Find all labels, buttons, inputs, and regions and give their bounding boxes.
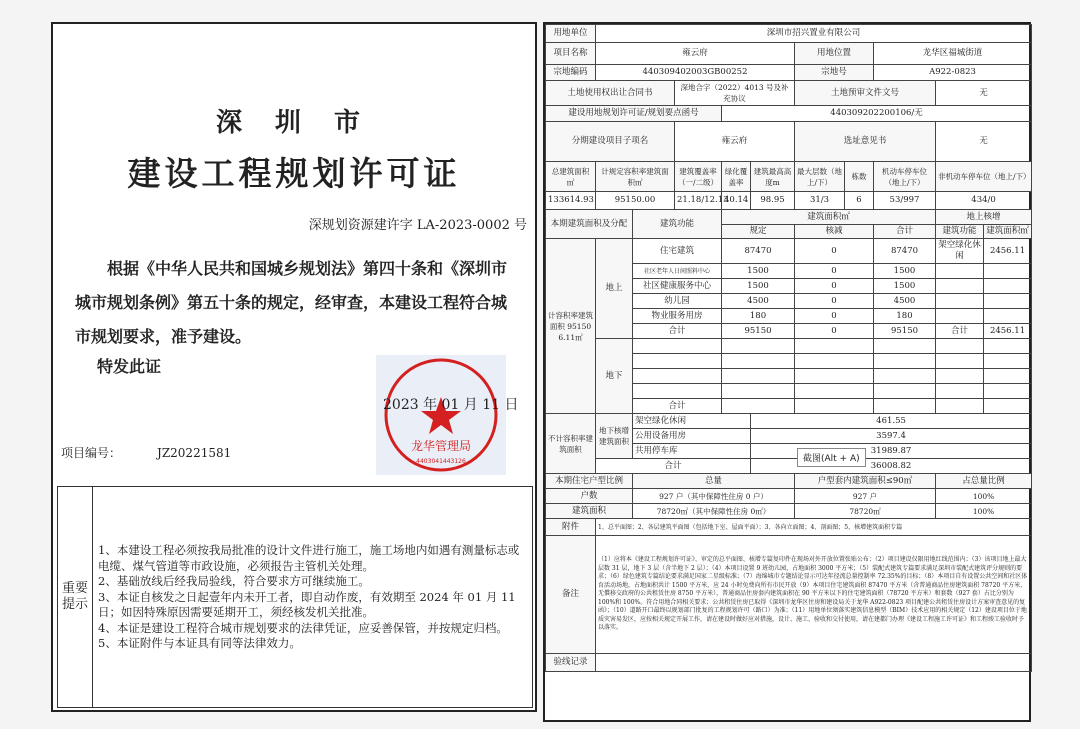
function-header: 建筑功能 xyxy=(633,210,722,239)
core-area-cell: 2456.11 xyxy=(984,324,1032,339)
total-cell: 1500 xyxy=(874,264,936,279)
sub-project-value: 雍云府 xyxy=(675,122,795,162)
notes-label: 重要提示 xyxy=(58,487,93,707)
land-contract-value: 深地合字（2022）4013 号及补充协议 xyxy=(675,81,795,106)
core-area-cell xyxy=(984,264,1032,279)
sub-head-area: 建筑面积㎡ xyxy=(984,225,1032,239)
indicator-value: 95150.00 xyxy=(596,192,675,210)
total-cell: 1500 xyxy=(874,279,936,294)
parcel-code-value: 440309402003GB00252 xyxy=(596,65,795,81)
certificate-number: 深规划资源建许字 LA-2023-0002 号 xyxy=(308,218,527,233)
attachment-text: 1、总平面图；2、各层建筑平面图（包括地下室、屋面平面）；3、各向立面图；4、剖面图；5、核增建筑面积专篇 xyxy=(596,519,1032,536)
note-item: 1、本建设工程必须按我局批准的设计文件进行施工，施工场地内如遇有测量标志或电缆、煤气管道等市政设施，必须报告主管机关处理。 xyxy=(98,543,520,573)
function-cell: 物业服务用房 xyxy=(633,309,722,324)
areas-label: 建筑面积 xyxy=(546,504,633,519)
indicator-value: 133614.93 xyxy=(546,192,596,210)
permit-detail-table-panel xyxy=(543,22,1031,722)
indicator-header: 机动车停车位（地上/下） xyxy=(874,162,936,192)
body-line-3: 市规划要求，准予建设。 xyxy=(75,327,252,346)
indicator-header: 最大层数（地上/下） xyxy=(795,162,845,192)
non-far-sub-label: 地下核增建筑面积 xyxy=(596,414,633,459)
function-cell: 幼儿园 xyxy=(633,294,722,309)
indicator-header: 栋数 xyxy=(845,162,874,192)
land-location-label: 用地位置 xyxy=(795,43,874,65)
planned-cell: 95150 xyxy=(722,324,795,339)
note-item: 5、本证附件与本证具有同等法律效力。 xyxy=(98,636,301,650)
stamp-sub-text: 龙华管理局 xyxy=(410,439,472,453)
inspection-record-label: 验线记录 xyxy=(546,654,596,672)
project-name-label: 项目名称 xyxy=(546,43,596,65)
housing-total-header: 总量 xyxy=(633,474,795,489)
indicator-header: 总建筑面积 ㎡ xyxy=(546,162,596,192)
core-area-cell xyxy=(984,294,1032,309)
note-item: 3、本证自核发之日起壹年内未开工者，即自动作废，有效期至 2024 年 01 月 11 日；如因特殊原因需要延期开工，须经核发机关批准。 xyxy=(98,589,516,619)
deducted-cell: 0 xyxy=(795,239,874,264)
planned-cell: 180 xyxy=(722,309,795,324)
housing-ratio-label: 本期住宅户型比例 xyxy=(546,474,633,489)
non-far-function: 公用设备用房 xyxy=(633,429,751,444)
site-opinion-label: 选址意见书 xyxy=(795,122,936,162)
deducted-cell: 0 xyxy=(795,309,874,324)
indicator-header: 计规定容积率建筑面积㎡ xyxy=(596,162,675,192)
note-item: 2、基础放线后经我局验线，符合要求方可继续施工。 xyxy=(98,574,370,588)
city-name: 深 圳 市 xyxy=(215,108,373,138)
remark-label: 备注 xyxy=(546,536,596,654)
indicator-header: 绿化覆盖率 xyxy=(722,162,751,192)
core-increase-header: 地上核增 xyxy=(936,210,1032,225)
core-function-cell: 架空绿化休闲 xyxy=(936,239,984,264)
inspection-record-value xyxy=(596,654,1032,672)
indicator-value: 98.95 xyxy=(751,192,795,210)
non-far-function: 架空绿化休闲 xyxy=(633,414,751,429)
core-function-cell xyxy=(936,264,984,279)
above-ground-label: 地上 xyxy=(596,239,633,339)
permit-cover-panel xyxy=(51,22,537,712)
sub-head-total: 合计 xyxy=(874,225,936,239)
function-cell: 合计 xyxy=(633,324,722,339)
core-area-cell xyxy=(984,279,1032,294)
planned-cell: 4500 xyxy=(722,294,795,309)
sub-head-deducted: 核减 xyxy=(795,225,874,239)
important-notes-box xyxy=(57,486,533,708)
deducted-cell: 0 xyxy=(795,294,874,309)
total-cell: 95150 xyxy=(874,324,936,339)
body-line-1: 根据《中华人民共和国城乡规划法》第四十条和《深圳市 xyxy=(107,259,508,278)
land-location-value: 龙华区福城街道 xyxy=(874,43,1032,65)
housing-ratio-header: 占总量比例 xyxy=(936,474,1032,489)
non-far-total-value: 36008.82 xyxy=(751,459,1032,474)
below-ground-label: 地下 xyxy=(596,339,633,414)
issue-date: 2023 年 01 月 11 日 xyxy=(383,397,519,413)
core-function-cell xyxy=(936,279,984,294)
indicator-header: 非机动车停车位（地上/下） xyxy=(936,162,1032,192)
project-name-value: 雍云府 xyxy=(596,43,795,65)
deducted-cell: 0 xyxy=(795,324,874,339)
far-area-label: 计容积率建筑面积 95150 6.11㎡ xyxy=(546,239,596,414)
official-seal-stamp xyxy=(376,355,506,475)
indicator-value: 6 xyxy=(845,192,874,210)
units-label: 户数 xyxy=(546,489,633,504)
sub-head-function: 建筑功能 xyxy=(936,225,984,239)
pre-review-value: 无 xyxy=(936,81,1032,106)
parcel-code-label: 宗地编码 xyxy=(546,65,596,81)
parcel-no-label: 宗地号 xyxy=(795,65,874,81)
core-area-cell xyxy=(984,309,1032,324)
function-cell: 社区老年人日间照料中心 xyxy=(633,264,722,279)
site-opinion-value: 无 xyxy=(936,122,1032,162)
non-far-total-label: 合计 xyxy=(596,459,751,474)
attachment-label: 附件 xyxy=(546,519,596,536)
planned-cell: 87470 xyxy=(722,239,795,264)
indicator-value: 21.18/12.13 xyxy=(675,192,722,210)
deducted-cell: 0 xyxy=(795,279,874,294)
indicator-value: 40.14 xyxy=(722,192,751,210)
land-unit-label: 用地单位 xyxy=(546,25,596,43)
indicator-value: 53/997 xyxy=(874,192,936,210)
housing-small-header: 户型套内建筑面积≤90㎡ xyxy=(795,474,936,489)
units-ratio: 100% xyxy=(936,489,1032,504)
indicator-value: 434/0 xyxy=(936,192,1032,210)
total-cell: 180 xyxy=(874,309,936,324)
indicator-header: 建筑最高高度m xyxy=(751,162,795,192)
notes-list xyxy=(98,543,528,652)
indicator-header: 建筑覆盖率（一/二级） xyxy=(675,162,722,192)
units-total: 927 户（其中保障性住房 0 户） xyxy=(633,489,795,504)
total-cell: 87470 xyxy=(874,239,936,264)
planned-cell: 1500 xyxy=(722,279,795,294)
non-far-value: 461.55 xyxy=(751,414,1032,429)
land-contract-label: 土地使用权出让合同书 xyxy=(546,81,675,106)
below-total-label: 合计 xyxy=(633,399,722,414)
remark-text: （1）应将本《建设工程规划许可证》、审定的总平面图、核增专篇复印件在现场对外开放位置张贴公布；（2）项目建设仅限用地红线范围内；（3）该项目地上最大层数 31 层，地下 3 层（含半地下 2 层）；（4）本项目设置 9 班幼儿园，占地面积 3000 平方米；（5）装配式建筑专篇要求满足深圳市装配式建筑评分规则的要求；（6）绿色建筑专篇结论要求满足国家二星级标准；（7）海绵城市专题结论显示可达年径流总量控制率 72.35%的目标；（8）本项目自有设置公共空间和社区体育活动场地，占地面积共计 1500 平方米，应 24 小时免费向所有市民开放（9）本项目住宅建筑面积 87470 平方米（含普通商品住房建筑面积 78720 平方米、无償移交政府的公共租赁住房 8750 平方米），普通商品住房套内建筑面积在 90 平方米以下的住宅建筑面积（78720 平方米）和套数（927 套）占比分别为 100%和 100%。符合用地合同相关要求；公共租赁住房已取得《深圳市龙华区住房和建设局关于龙华 A922-0823 项目配建公共租赁住房设计方案审查意见的复函》；（10）道路开口最终以规划部门批复的工程规划许可（路口）为准；（11）用地单位须落实建筑信息模型（BIM）技术应用的相关规定（12）建设项目位于地质灾害易发区，应按相关规定开展工作，请在建设时做好应对措施，设计、施工、验收和交付使用，请在建都门办理《建设工程施工许可证》和工程竣工验收时予以落实。 xyxy=(596,536,1032,654)
sub-head-planned: 规定 xyxy=(722,225,795,239)
project-number: 项目编号： JZ20221581 xyxy=(61,446,232,460)
non-far-label: 不计容积率建筑面积 xyxy=(546,414,596,474)
planning-permit-label: 建设用地规划许可证/规划要点函号 xyxy=(546,106,722,122)
non-far-value: 3597.4 xyxy=(751,429,1032,444)
core-function-cell xyxy=(936,294,984,309)
permit-detail-table xyxy=(545,24,1032,672)
body-line-2: 城市规划条例》第五十条的规定，经审查，本建设工程符合城 xyxy=(75,293,508,312)
areas-total: 78720㎡（其中保障性住房 0㎡） xyxy=(633,504,795,519)
stamp-code: 4403041443126 xyxy=(416,458,466,465)
note-item: 4、本证是建设工程符合城市规划要求的法律凭证，应妥善保管，并按规定归档。 xyxy=(98,620,508,635)
function-cell: 社区健康服务中心 xyxy=(633,279,722,294)
planned-cell: 1500 xyxy=(722,264,795,279)
area-header: 建筑面积㎡ xyxy=(722,210,936,225)
pre-review-label: 土地预审文件文号 xyxy=(795,81,936,106)
sub-project-label: 分期建设项目子项名 xyxy=(546,122,675,162)
function-cell: 住宅建筑 xyxy=(633,239,722,264)
permit-title: 建设工程规划许可证 xyxy=(127,154,461,193)
permit-body-text xyxy=(75,252,515,354)
screenshot-tooltip: 截图(Alt + A) xyxy=(797,448,866,467)
parcel-no-value: A922-0823 xyxy=(874,65,1032,81)
non-far-function: 共用停车库 xyxy=(633,444,751,459)
core-area-cell: 2456.11 xyxy=(984,239,1032,264)
indicator-value: 31/3 xyxy=(795,192,845,210)
special-issue-text: 特发此证 xyxy=(97,357,162,376)
core-function-cell: 合计 xyxy=(936,324,984,339)
non-far-value: 31989.87 xyxy=(751,444,1032,459)
total-cell: 4500 xyxy=(874,294,936,309)
core-function-cell xyxy=(936,309,984,324)
land-unit-value: 深圳市招兴置业有限公司 xyxy=(596,25,1032,43)
planning-permit-value: 440309202200106/无 xyxy=(722,106,1032,122)
units-small: 927 户 xyxy=(795,489,936,504)
areas-small: 78720㎡ xyxy=(795,504,936,519)
area-distribution-header: 本期建筑面积及分配 xyxy=(546,210,633,239)
deducted-cell: 0 xyxy=(795,264,874,279)
areas-ratio: 100% xyxy=(936,504,1032,519)
